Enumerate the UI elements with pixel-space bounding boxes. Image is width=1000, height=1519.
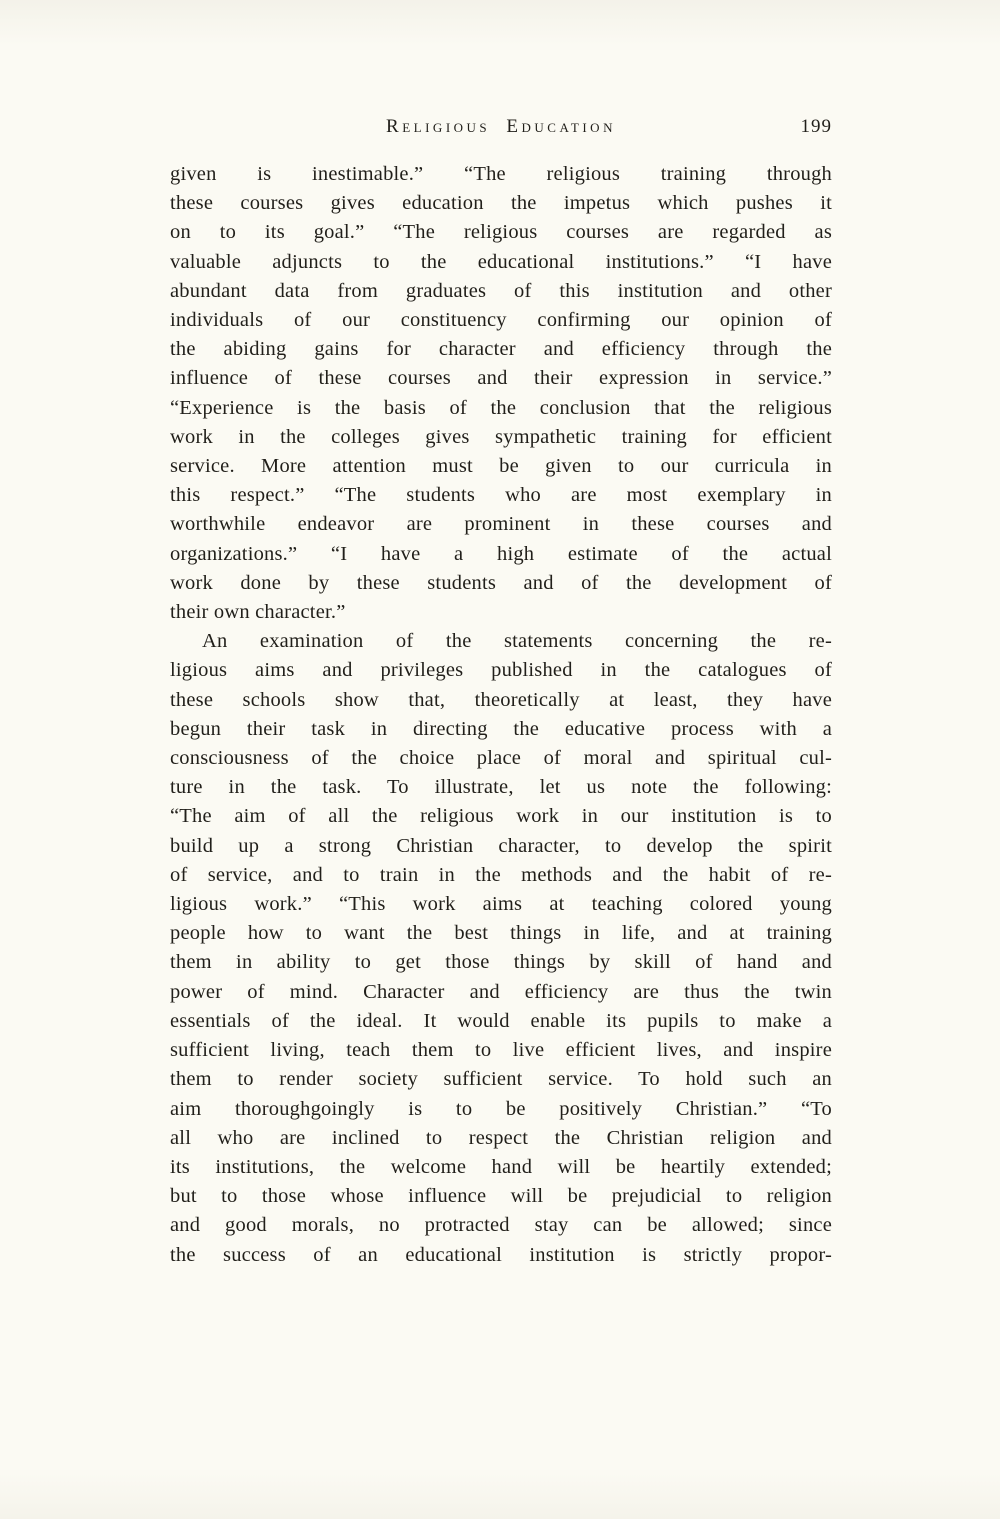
text-line: people how to want the best things in life, and at training bbox=[170, 922, 832, 945]
text-line: its institutions, the welcome hand will be heartily extended; bbox=[170, 1155, 832, 1178]
text-line: of service, and to train in the methods and the habit of re- bbox=[170, 863, 832, 886]
text-line: essentials of the ideal. It would enable its pupils to make a bbox=[170, 1009, 832, 1032]
text-line: begun their task in directing the educative process with a bbox=[170, 717, 832, 740]
running-title: Religious Education bbox=[386, 116, 616, 137]
text-line: these schools show that, theoretically at least, they have bbox=[170, 688, 832, 711]
page-text bbox=[170, 160, 832, 1270]
text-line: the success of an educational institution is strictly propor- bbox=[170, 1243, 832, 1266]
text-line: valuable adjuncts to the educational institutions.” “I have bbox=[170, 250, 832, 273]
text-line: influence of these courses and their expression in service.” bbox=[170, 367, 832, 390]
text-line: but to those whose influence will be prejudicial to religion bbox=[170, 1185, 832, 1208]
text-line: service. More attention must be given to our curricula in bbox=[170, 455, 832, 478]
text-line: their own character.” bbox=[170, 601, 346, 624]
text-line: aim thoroughgoingly is to be positively Christian.” “To bbox=[170, 1097, 832, 1120]
text-line: sufficient living, teach them to live efficient lives, and inspire bbox=[170, 1039, 832, 1062]
text-line: the abiding gains for character and efficiency through the bbox=[170, 338, 832, 361]
page-number: 199 bbox=[800, 116, 832, 137]
paragraph bbox=[170, 627, 832, 1269]
text-line: ture in the task. To illustrate, let us note the following: bbox=[170, 776, 832, 799]
text-line: on to its goal.” “The religious courses are regarded as bbox=[170, 221, 832, 244]
text-line: abundant data from graduates of this institution and other bbox=[170, 279, 832, 302]
text-line: consciousness of the choice place of moral and spiritual cul- bbox=[170, 747, 832, 770]
running-header bbox=[170, 116, 832, 142]
text-line: work done by these students and of the development of bbox=[170, 571, 832, 594]
text-line: work in the colleges gives sympathetic training for efficient bbox=[170, 425, 832, 448]
paragraph bbox=[170, 160, 832, 627]
text-line: all who are inclined to respect the Christian religion and bbox=[170, 1126, 832, 1149]
text-line: them to render society sufficient service. To hold such an bbox=[170, 1068, 832, 1091]
text-line: these courses gives education the impetus which pushes it bbox=[170, 192, 832, 215]
text-line: worthwhile endeavor are prominent in these courses and bbox=[170, 513, 832, 536]
text-line: ligious work.” “This work aims at teaching colored young bbox=[170, 893, 832, 916]
text-line: build up a strong Christian character, to develop the spirit bbox=[170, 834, 832, 857]
text-line: “Experience is the basis of the conclusion that the religious bbox=[170, 396, 832, 419]
text-line: individuals of our constituency confirming our opinion of bbox=[170, 309, 832, 332]
text-line: power of mind. Character and efficiency are thus the twin bbox=[170, 980, 832, 1003]
text-line: them in ability to get those things by skill of hand and bbox=[170, 951, 832, 974]
text-line: An examination of the statements concerning the re- bbox=[202, 630, 832, 653]
text-line: organizations.” “I have a high estimate of the actual bbox=[170, 542, 832, 565]
text-line: “The aim of all the religious work in our institution is to bbox=[170, 805, 832, 828]
text-line: and good morals, no protracted stay can be allowed; since bbox=[170, 1214, 832, 1237]
text-line: given is inestimable.” “The religious training through bbox=[170, 163, 832, 185]
text-line: this respect.” “The students who are most exemplary in bbox=[170, 484, 832, 507]
text-line: ligious aims and privileges published in the catalogues of bbox=[170, 659, 832, 682]
